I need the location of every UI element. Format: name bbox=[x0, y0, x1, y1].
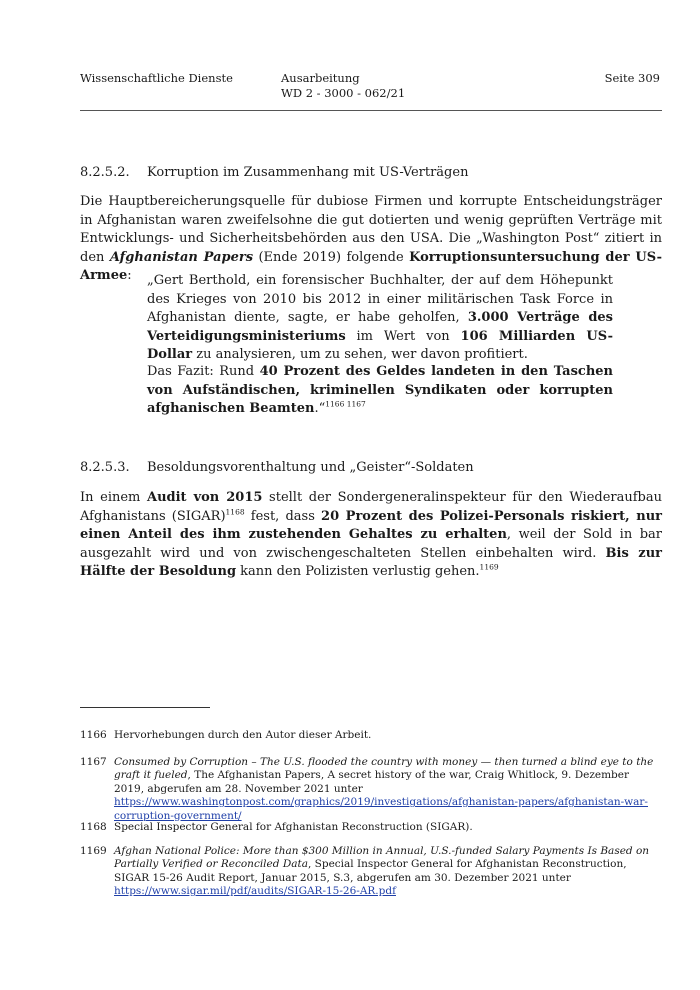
footnote-1167 bbox=[80, 756, 662, 822]
emphasis-corruption-investigation: Korruptionsuntersuchung der US-Armee bbox=[80, 249, 662, 283]
section-number: 8.2.5.3. bbox=[80, 460, 130, 475]
emphasis-afghanistan-papers: Afghanistan Papers bbox=[109, 249, 254, 265]
footnote-text: Special Inspector General for Afghanistan Reconstruction (SIGAR). bbox=[114, 821, 473, 833]
section-number: 8.2.5.2. bbox=[80, 165, 130, 180]
footnote-text: Consumed by Corruption – The U.S. flooded the country with money — then turned a blind eye to the graft it fueled, The Afghanistan Papers, A secret history of the war, Craig Whitlock, 9. Dezember 2019, abgerufen am 28. November 2021 unter https://www.washingtonpost.com/graphics/2019/investigations/afghanistan-papers/afghanistan-war-corruption-government/ bbox=[114, 756, 654, 822]
footnote-number: 1169 bbox=[80, 845, 107, 857]
paragraph-audit: In einem Audit von 2015 stellt der Sondergeneralinspekteur für den Wiederaufbau Afghanistans (SIGAR)$^{1168}$ fest, dass 20 Prozent des Polizei-Personals riskiert, nur einen Anteil des ihm zustehenden Gehaltes zu erhalten, weil der Sold in bar ausgezahlt wird und von zwischengeschalteten Stellen einbehalten wird. Bis zur Hälfte der Besoldung kann den Polizisten verlustig gehen.$^{1169}$ bbox=[80, 490, 662, 579]
header-page-number: Seite 309 bbox=[604, 71, 660, 85]
quote-paragraph-2: Das Fazit: Rund 40 Prozent des Geldes landeten in den Taschen von Aufständischen, kriminellen Syndikaten oder korrupten afghanischen Beamten.“$^{1166 1167}$ bbox=[147, 364, 613, 416]
paragraph-intro: Die Hauptbereicherungsquelle für dubiose Firmen und korrupte Entscheidungsträger in Afghanistan waren zweifelsohne die gut dotierten und wenig geprüften Verträge mit Entwicklungs- und Sicherheitsbehörden aus den USA. Die „Washington Post“ zitiert in den Afghanistan Papers (Ende 2019) folgende Korruptionsuntersuchung der US-Armee: bbox=[80, 194, 662, 283]
footnote-number: 1168 bbox=[80, 821, 107, 833]
footnote-ref[interactable]: 1166 1167 bbox=[325, 399, 366, 409]
footnote-1168 bbox=[80, 821, 662, 835]
footnote-1169 bbox=[80, 845, 662, 905]
footnote-link[interactable]: https://www.washingtonpost.com/graphics/2019/investigations/afghanistan-papers/afghanistan-war-corruption-government/ bbox=[114, 796, 648, 822]
header-institution: Wissenschaftliche Dienste bbox=[80, 71, 233, 85]
footnote-link[interactable]: https://www.sigar.mil/pdf/audits/SIGAR-15-26-AR.pdf bbox=[114, 885, 396, 898]
footnote-text: Afghan National Police: More than $300 Million in Annual, U.S.-funded Salary Payments Is Based on Partially Verified or Reconciled Data, Special Inspector General for Afghanistan Reconstruction, SIGAR 15-26 Audit Report, Januar 2015, S.3, abgerufen am 30. Dezember 2021 unter https://www.sigar.mil/pdf/audits/SIGAR-15-26-AR.pdf bbox=[114, 845, 650, 898]
footnote-1166 bbox=[80, 729, 662, 743]
footnote-number: 1167 bbox=[80, 756, 107, 768]
header-doc-number: WD 2 - 3000 - 062/21 bbox=[281, 86, 406, 100]
section-title: Besoldungsvorenthaltung und „Geister“-Soldaten bbox=[147, 460, 474, 475]
footnote-ref[interactable]: 1168 bbox=[225, 507, 245, 517]
quote-paragraph-1: „Gert Berthold, ein forensischer Buchhalter, der auf dem Höhepunkt des Krieges von 2010 bis 2012 in einer militärischen Task Force in Afghanistan diente, sagte, er habe geholfen, 3.000 Verträge des Verteidigungsministeriums im Wert von 106 Milliarden US-Dollar zu analysieren, um zu sehen, wer davon profitiert. bbox=[147, 273, 614, 362]
header-rule bbox=[80, 110, 662, 111]
footnote-text: Hervorhebungen durch den Autor dieser Arbeit. bbox=[114, 729, 372, 741]
footnote-separator bbox=[80, 707, 210, 708]
section-title: Korruption im Zusammenhang mit US-Verträgen bbox=[147, 165, 469, 180]
footnote-number: 1166 bbox=[80, 729, 107, 741]
footnote-ref[interactable]: 1169 bbox=[479, 562, 499, 572]
header-doc-type: Ausarbeitung bbox=[281, 71, 360, 85]
